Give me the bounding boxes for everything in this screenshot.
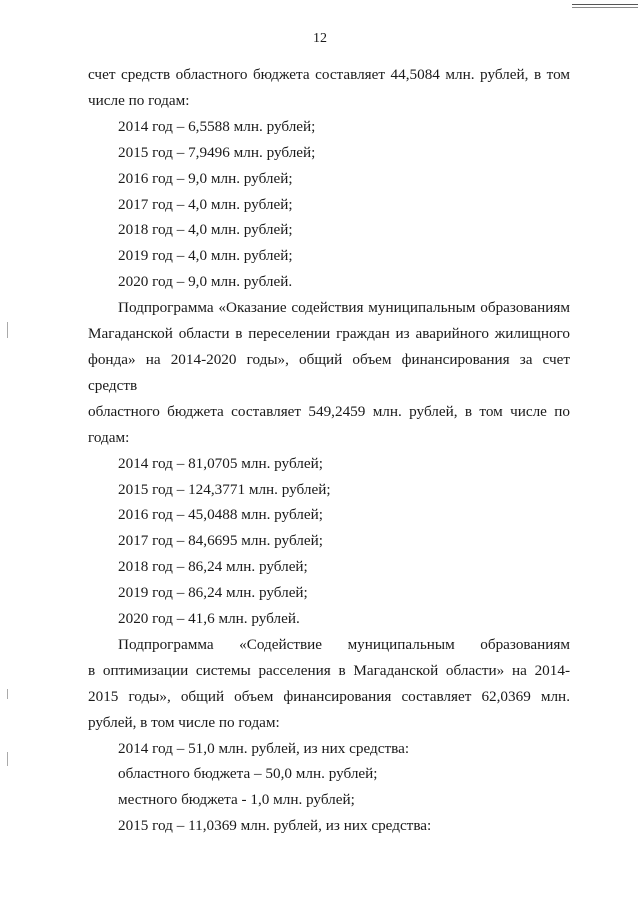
year-item: 2014 год – 6,5588 млн. рублей; [118,117,316,135]
year-item: 2015 год – 11,0369 млн. рублей, из них средства: [118,817,432,835]
paragraph-line: Подпрограмма «Оказание содействия муниципальным образованиям [118,299,570,317]
year-item: 2019 год – 4,0 млн. рублей; [118,247,293,265]
scan-edge-mark [7,752,8,766]
year-item: 2014 год – 51,0 млн. рублей, из них средства: [118,739,410,757]
year-item: 2017 год – 4,0 млн. рублей; [118,195,293,213]
year-item: 2017 год – 84,6695 млн. рублей; [118,532,323,550]
year-item: 2019 год – 86,24 млн. рублей; [118,584,308,602]
paragraph-line: рублей, в том числе по годам: [88,713,280,731]
paragraph-line: областного бюджета составляет 549,2459 млн. рублей, в том числе по [88,402,570,420]
document-body [88,62,570,839]
paragraph-line: 2015 годы», общий объем финансирования составляет 62,0369 млн. [88,687,570,705]
paragraph-line: фонда» на 2014-2020 годы», общий объем финансирования за счет средств [88,350,570,394]
year-item: 2018 год – 4,0 млн. рублей; [118,221,293,239]
paragraph-line: в оптимизации системы расселения в Магаданской области» на 2014- [88,661,570,679]
scan-edge-mark [7,689,8,699]
year-item: 2020 год – 9,0 млн. рублей. [118,273,293,291]
paragraph-line: Магаданской области в переселении граждан из аварийного жилищного [88,325,570,343]
scan-corner-mark [572,4,638,8]
budget-item: местного бюджета - 1,0 млн. рублей; [118,791,355,809]
year-item: 2018 год – 86,24 млн. рублей; [118,558,308,576]
year-item: 2016 год – 9,0 млн. рублей; [118,169,293,187]
year-item: 2015 год – 7,9496 млн. рублей; [118,143,316,161]
year-item: 2015 год – 124,3771 млн. рублей; [118,480,331,498]
year-item: 2016 год – 45,0488 млн. рублей; [118,506,323,524]
paragraph-line: годам: [88,428,130,446]
budget-item: областного бюджета – 50,0 млн. рублей; [118,765,378,783]
paragraph-line: Подпрограмма «Содействие муниципальным образованиям [118,635,570,653]
page-number: 12 [313,31,327,46]
paragraph-line: счет средств областного бюджета составляет 44,5084 млн. рублей, в том [88,66,570,83]
paragraph-line: числе по годам: [88,91,190,109]
scan-edge-mark [7,322,8,338]
year-item: 2020 год – 41,6 млн. рублей. [118,610,300,628]
year-item: 2014 год – 81,0705 млн. рублей; [118,454,323,472]
